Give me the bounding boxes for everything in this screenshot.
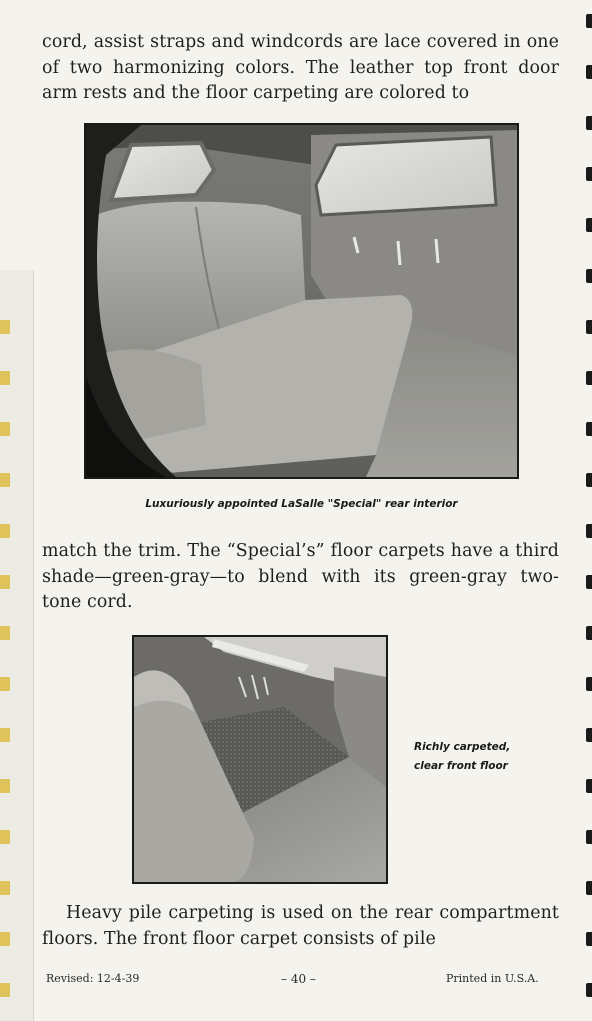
binding-tab: [0, 881, 10, 895]
paragraph-middle: match the trim. The “Special’s” floor carpets have a third shade—green-gray—to blend with its green-gray two-tone cord.: [42, 541, 559, 612]
spiral-hole: [586, 320, 592, 334]
spiral-hole: [586, 830, 592, 844]
binding-tab: [0, 728, 10, 742]
front-floor-photo: [132, 635, 388, 884]
rear-interior-illustration: [86, 125, 517, 477]
binding-tab: [0, 983, 10, 997]
left-binding-strip: [0, 270, 34, 1021]
spiral-hole: [586, 14, 592, 28]
spiral-hole: [586, 626, 592, 640]
binding-tab: [0, 677, 10, 691]
spiral-hole: [586, 116, 592, 130]
footer-revised: Revised: 12-4-39: [46, 972, 140, 985]
spiral-hole: [586, 779, 592, 793]
front-floor-illustration: [134, 637, 386, 882]
spiral-hole: [586, 932, 592, 946]
rear-interior-caption: Luxuriously appointed LaSalle "Special" rear interior: [145, 498, 458, 510]
binding-tab: [0, 830, 10, 844]
binding-tab: [0, 779, 10, 793]
spiral-hole: [586, 983, 592, 997]
binding-tab: [0, 932, 10, 946]
binding-tab: [0, 473, 10, 487]
spiral-hole: [586, 422, 592, 436]
spiral-hole: [586, 677, 592, 691]
front-floor-caption-line2: clear front floor: [414, 760, 508, 772]
footer-page-number: – 40 –: [281, 972, 316, 986]
spiral-hole: [586, 167, 592, 181]
spiral-hole: [586, 575, 592, 589]
binding-tab: [0, 524, 10, 538]
spiral-hole: [586, 65, 592, 79]
binding-tab: [0, 371, 10, 385]
binding-tab: [0, 320, 10, 334]
spiral-hole: [586, 881, 592, 895]
spiral-hole: [586, 269, 592, 283]
front-floor-caption-line1: Richly carpeted,: [414, 741, 511, 753]
spiral-hole: [586, 524, 592, 538]
rear-interior-photo: [84, 123, 519, 479]
spiral-hole: [586, 473, 592, 487]
binding-tab: [0, 422, 10, 436]
spiral-hole: [586, 371, 592, 385]
paragraph-bottom: Heavy pile carpeting is used on the rear compartment floors. The front floor carpet consists of pile: [42, 903, 559, 949]
front-floor-caption: [414, 738, 510, 776]
binding-tab: [0, 575, 10, 589]
binding-tab: [0, 626, 10, 640]
paragraph-top: cord, assist straps and windcords are lace covered in one of two harmonizing colors. The leather top front door arm rests and the floor carpeting are colored to: [42, 32, 559, 103]
spiral-hole: [586, 218, 592, 232]
footer-printed: Printed in U.S.A.: [446, 972, 539, 985]
spiral-hole: [586, 728, 592, 742]
